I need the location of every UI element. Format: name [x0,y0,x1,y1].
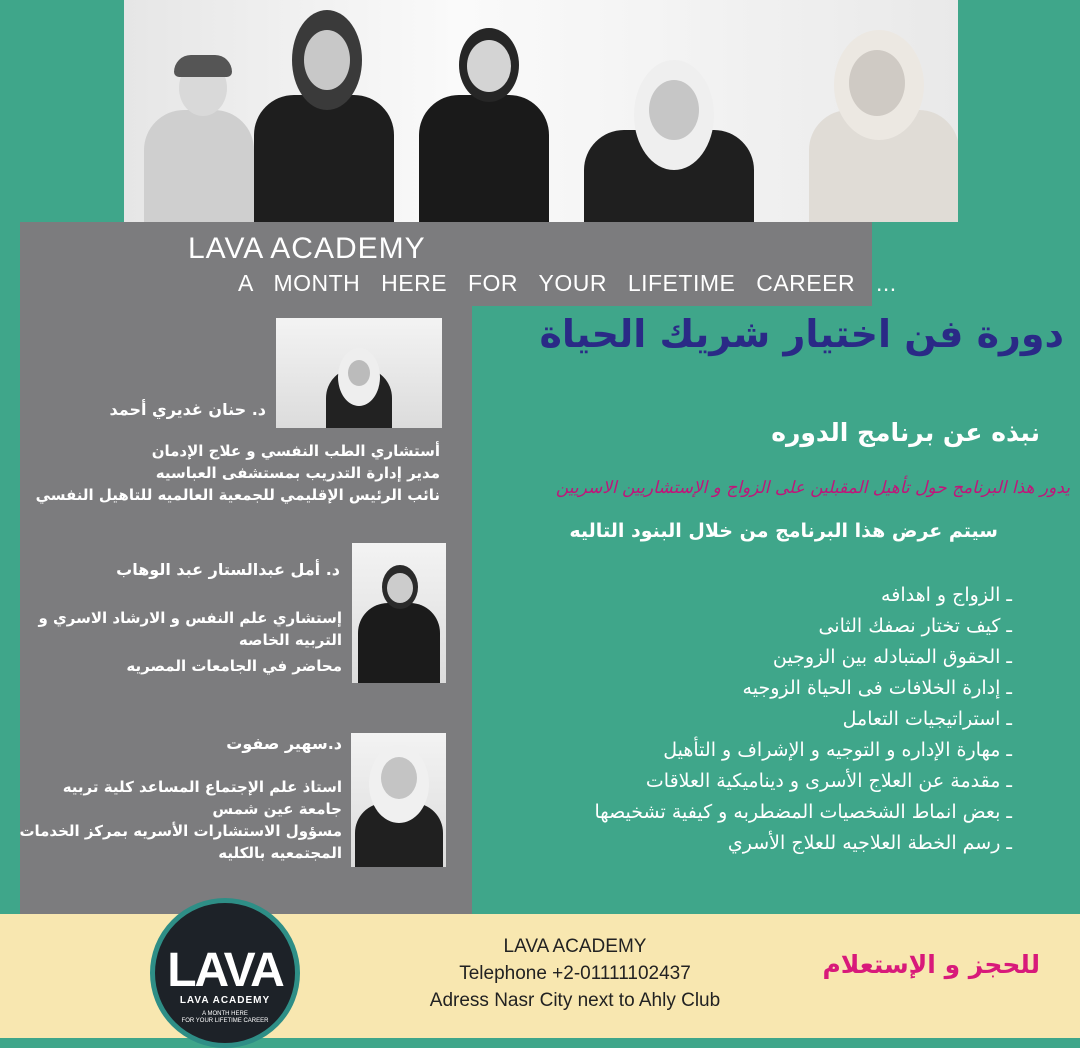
team-member-photo [134,0,264,222]
instructor-bio [19,776,342,864]
course-title: دورة فن اختيار شريك الحياة [539,312,1064,356]
instructor-bio-line: جامعة عين شمس [212,800,342,818]
instructor-photo [352,543,446,683]
instructor-bio-line: التربيه الخاصه [238,631,342,649]
course-item: ـ الحقوق المتبادله بين الزوجين [772,646,1012,668]
team-member-photo [564,0,764,222]
course-item: ـ مقدمة عن العلاج الأسرى و ديناميكية العلاقات [645,770,1012,792]
logo-tagline [155,1011,295,1025]
contact-name: LAVA ACADEMY [503,936,647,957]
instructor-name: د. حنان غديري أحمد [109,400,266,419]
contact-telephone: Telephone +2-01111102437 [459,963,691,984]
academy-tagline: A MONTH HERE FOR YOUR LIFETIME CAREER ... [238,270,897,296]
course-item: ـ إدارة الخلافات فى الحياة الزوجيه [742,677,1012,699]
instructor-name: د. أمل عبدالستار عبد الوهاب [116,560,340,579]
logo-tagline-line: A MONTH HERE [202,1011,248,1017]
course-item: ـ كيف تختار نصفك الثانى [818,615,1012,637]
course-item: ـ رسم الخطة العلاجيه للعلاج الأسري [727,832,1012,854]
instructor-bio-line: المجتمعيه بالكليه [218,844,342,862]
instructor-bio-line: مسؤول الاستشارات الأسريه بمركز الخدمات [19,822,342,840]
instructor-photo [351,733,446,867]
instructor-name: د.سهير صفوت [226,734,342,753]
instructor-bio [30,607,342,677]
instructor-bio-line: أستشاري الطب النفسي و علاج الإدمان [151,442,440,460]
instructor-bio-line: مدير إدارة التدريب بمستشفى العباسيه [155,464,440,482]
course-item: ـ استراتيجيات التعامل [842,708,1012,730]
booking-inquiry-label: للحجز و الإستعلام [822,950,1040,979]
academy-title: LAVA ACADEMY [188,232,426,265]
logo-mark: LAVA [167,944,283,997]
team-member-photo [794,0,958,222]
items-intro: سيتم عرض هذا البرنامج من خلال البنود التاليه [569,520,998,542]
contact-address: Adress Nasr City next to Ahly Club [429,990,721,1011]
instructor-bio-line: استاذ علم الإجتماع المساعد كلية تربيه [62,778,342,796]
instructor-bio-line: نائب الرئيس الإقليمي للجمعية العالميه للتاهيل النفسي [35,486,440,504]
team-photo [124,0,958,222]
about-heading: نبذه عن برنامج الدوره [771,418,1040,447]
course-item: ـ مهارة الإداره و التوجيه و الإشراف و التأهيل [663,739,1012,761]
logo-tagline-line: FOR YOUR LIFETIME CAREER [181,1018,269,1024]
logo-name: LAVA ACADEMY [179,995,271,1006]
instructor-bio [30,440,440,506]
team-member-photo [409,0,559,222]
instructor-photo [276,318,442,428]
instructor-bio-line: إستشاري علم النفس و الارشاد الاسري و [38,609,342,627]
about-text: يدور هذا البرنامج حول تأهيل المقبلين على الزواج و الإستشاريين الاسريين [555,478,1070,498]
team-member-photo [254,0,394,222]
instructor-bio-line: محاضر في الجامعات المصريه [126,657,342,675]
course-items-list [560,580,1012,859]
course-item: ـ بعض انماط الشخصيات المضطربه و كيفية تشخيصها [594,801,1012,823]
course-item: ـ الزواج و اهدافه [881,584,1012,606]
lava-academy-logo [150,898,300,1048]
